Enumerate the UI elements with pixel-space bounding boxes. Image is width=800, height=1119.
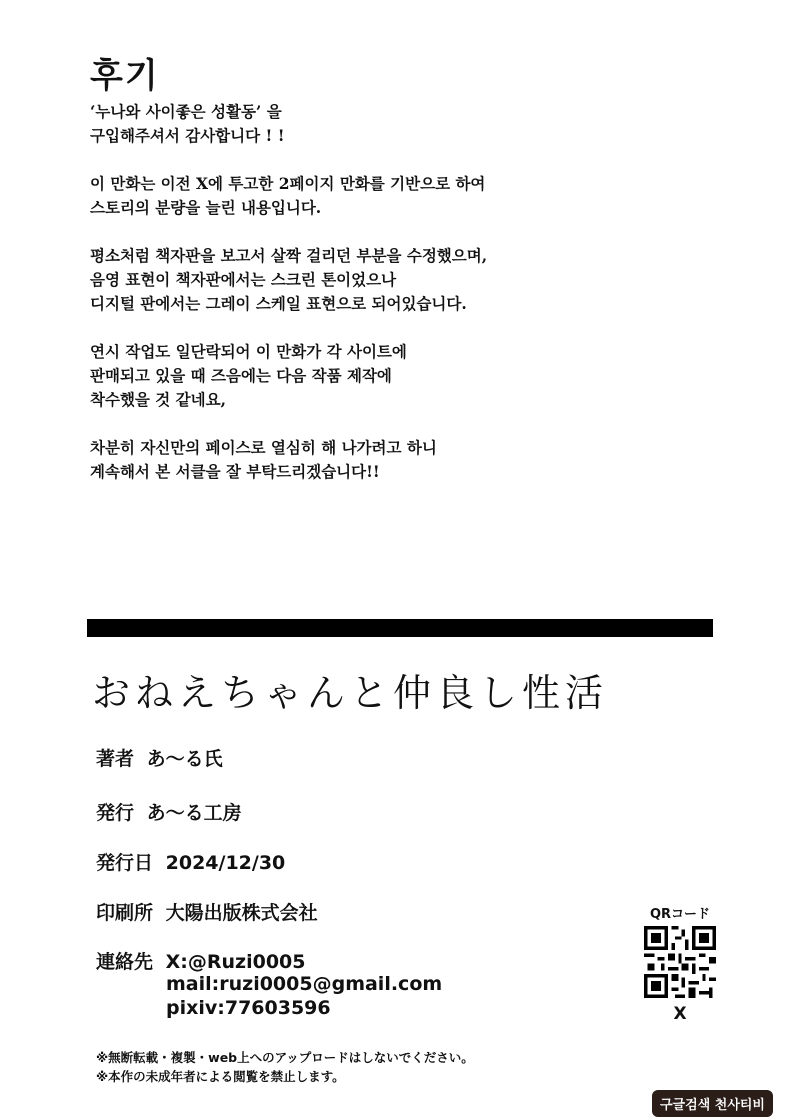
- text-line: 스토리의 분량을 늘린 내용입니다.: [90, 198, 322, 217]
- text-line: 구입해주셔서 감사합니다 ! !: [90, 126, 285, 145]
- paragraph: [90, 436, 730, 484]
- author-value: あ～る氏: [146, 748, 223, 770]
- contact-mail: mail:ruzi0005@gmail.com: [166, 973, 443, 995]
- author-label: 著者: [96, 748, 135, 770]
- contact-x: X:@Ruzi0005: [165, 951, 306, 973]
- afterword-body: [90, 100, 730, 508]
- paragraph: [90, 244, 730, 316]
- date-value: 2024/12/30: [165, 852, 286, 874]
- paragraph: [90, 340, 730, 412]
- text-line: ‘누나와 사이좋은 성활동’ 을: [90, 102, 282, 121]
- contact-pixiv: pixiv:77603596: [166, 997, 331, 1019]
- notes: [96, 1048, 474, 1086]
- printer-row: [96, 898, 318, 925]
- date-row: [96, 848, 285, 875]
- qr-label: QRコード: [649, 907, 711, 922]
- publisher-row: [96, 798, 242, 825]
- qr-caption: X: [673, 1004, 687, 1024]
- paragraph: [90, 172, 730, 220]
- text-line: 차분히 자신만의 페이스로 열심히 해 나가려고 하니: [90, 438, 437, 457]
- text-line: 연시 작업도 일단락되어 이 만화가 각 사이트에: [90, 342, 407, 361]
- text-line: 이 만화는 이전 X에 투고한 2페이지 만화를 기반으로 하여: [90, 174, 486, 193]
- qr-code-icon[interactable]: [644, 926, 716, 998]
- afterword-title: 후기: [90, 56, 160, 96]
- qr-block: [640, 903, 720, 1024]
- contact-row: [96, 947, 306, 974]
- date-label: 発行日: [96, 852, 154, 874]
- text-line: 판매되고 있을 때 즈음에는 다음 작품 제작에: [90, 366, 392, 385]
- publisher-label: 発行: [96, 802, 135, 824]
- book-title: おねえちゃんと仲良し性活: [92, 671, 609, 715]
- author-row: [96, 744, 223, 771]
- text-line: 착수했을 것 같네요,: [90, 390, 226, 409]
- printer-label: 印刷所: [96, 902, 154, 924]
- text-line: 평소처럼 책자판을 보고서 살짝 걸리던 부분을 수정했으며,: [90, 246, 488, 265]
- printer-value: 大陽出版株式会社: [165, 902, 318, 924]
- note-line: ※無断転載・複製・web上へのアップロードはしないでください。: [96, 1050, 474, 1065]
- divider-bar: [87, 619, 713, 637]
- text-line: 디지털 판에서는 그레이 스케일 표현으로 되어있습니다.: [90, 294, 467, 313]
- paragraph: [90, 100, 730, 148]
- text-line: 음영 표현이 책자판에서는 스크린 톤이었으나: [90, 270, 397, 289]
- note-line: ※本作の未成年者による閲覧を禁止します。: [96, 1069, 345, 1084]
- text-line: 계속해서 본 서클을 잘 부탁드리겠습니다!!: [90, 462, 380, 481]
- contact-label: 連絡先: [96, 951, 154, 973]
- watermark-badge: 구글검색 천사티비: [652, 1090, 773, 1117]
- publisher-value: あ～る工房: [146, 802, 242, 824]
